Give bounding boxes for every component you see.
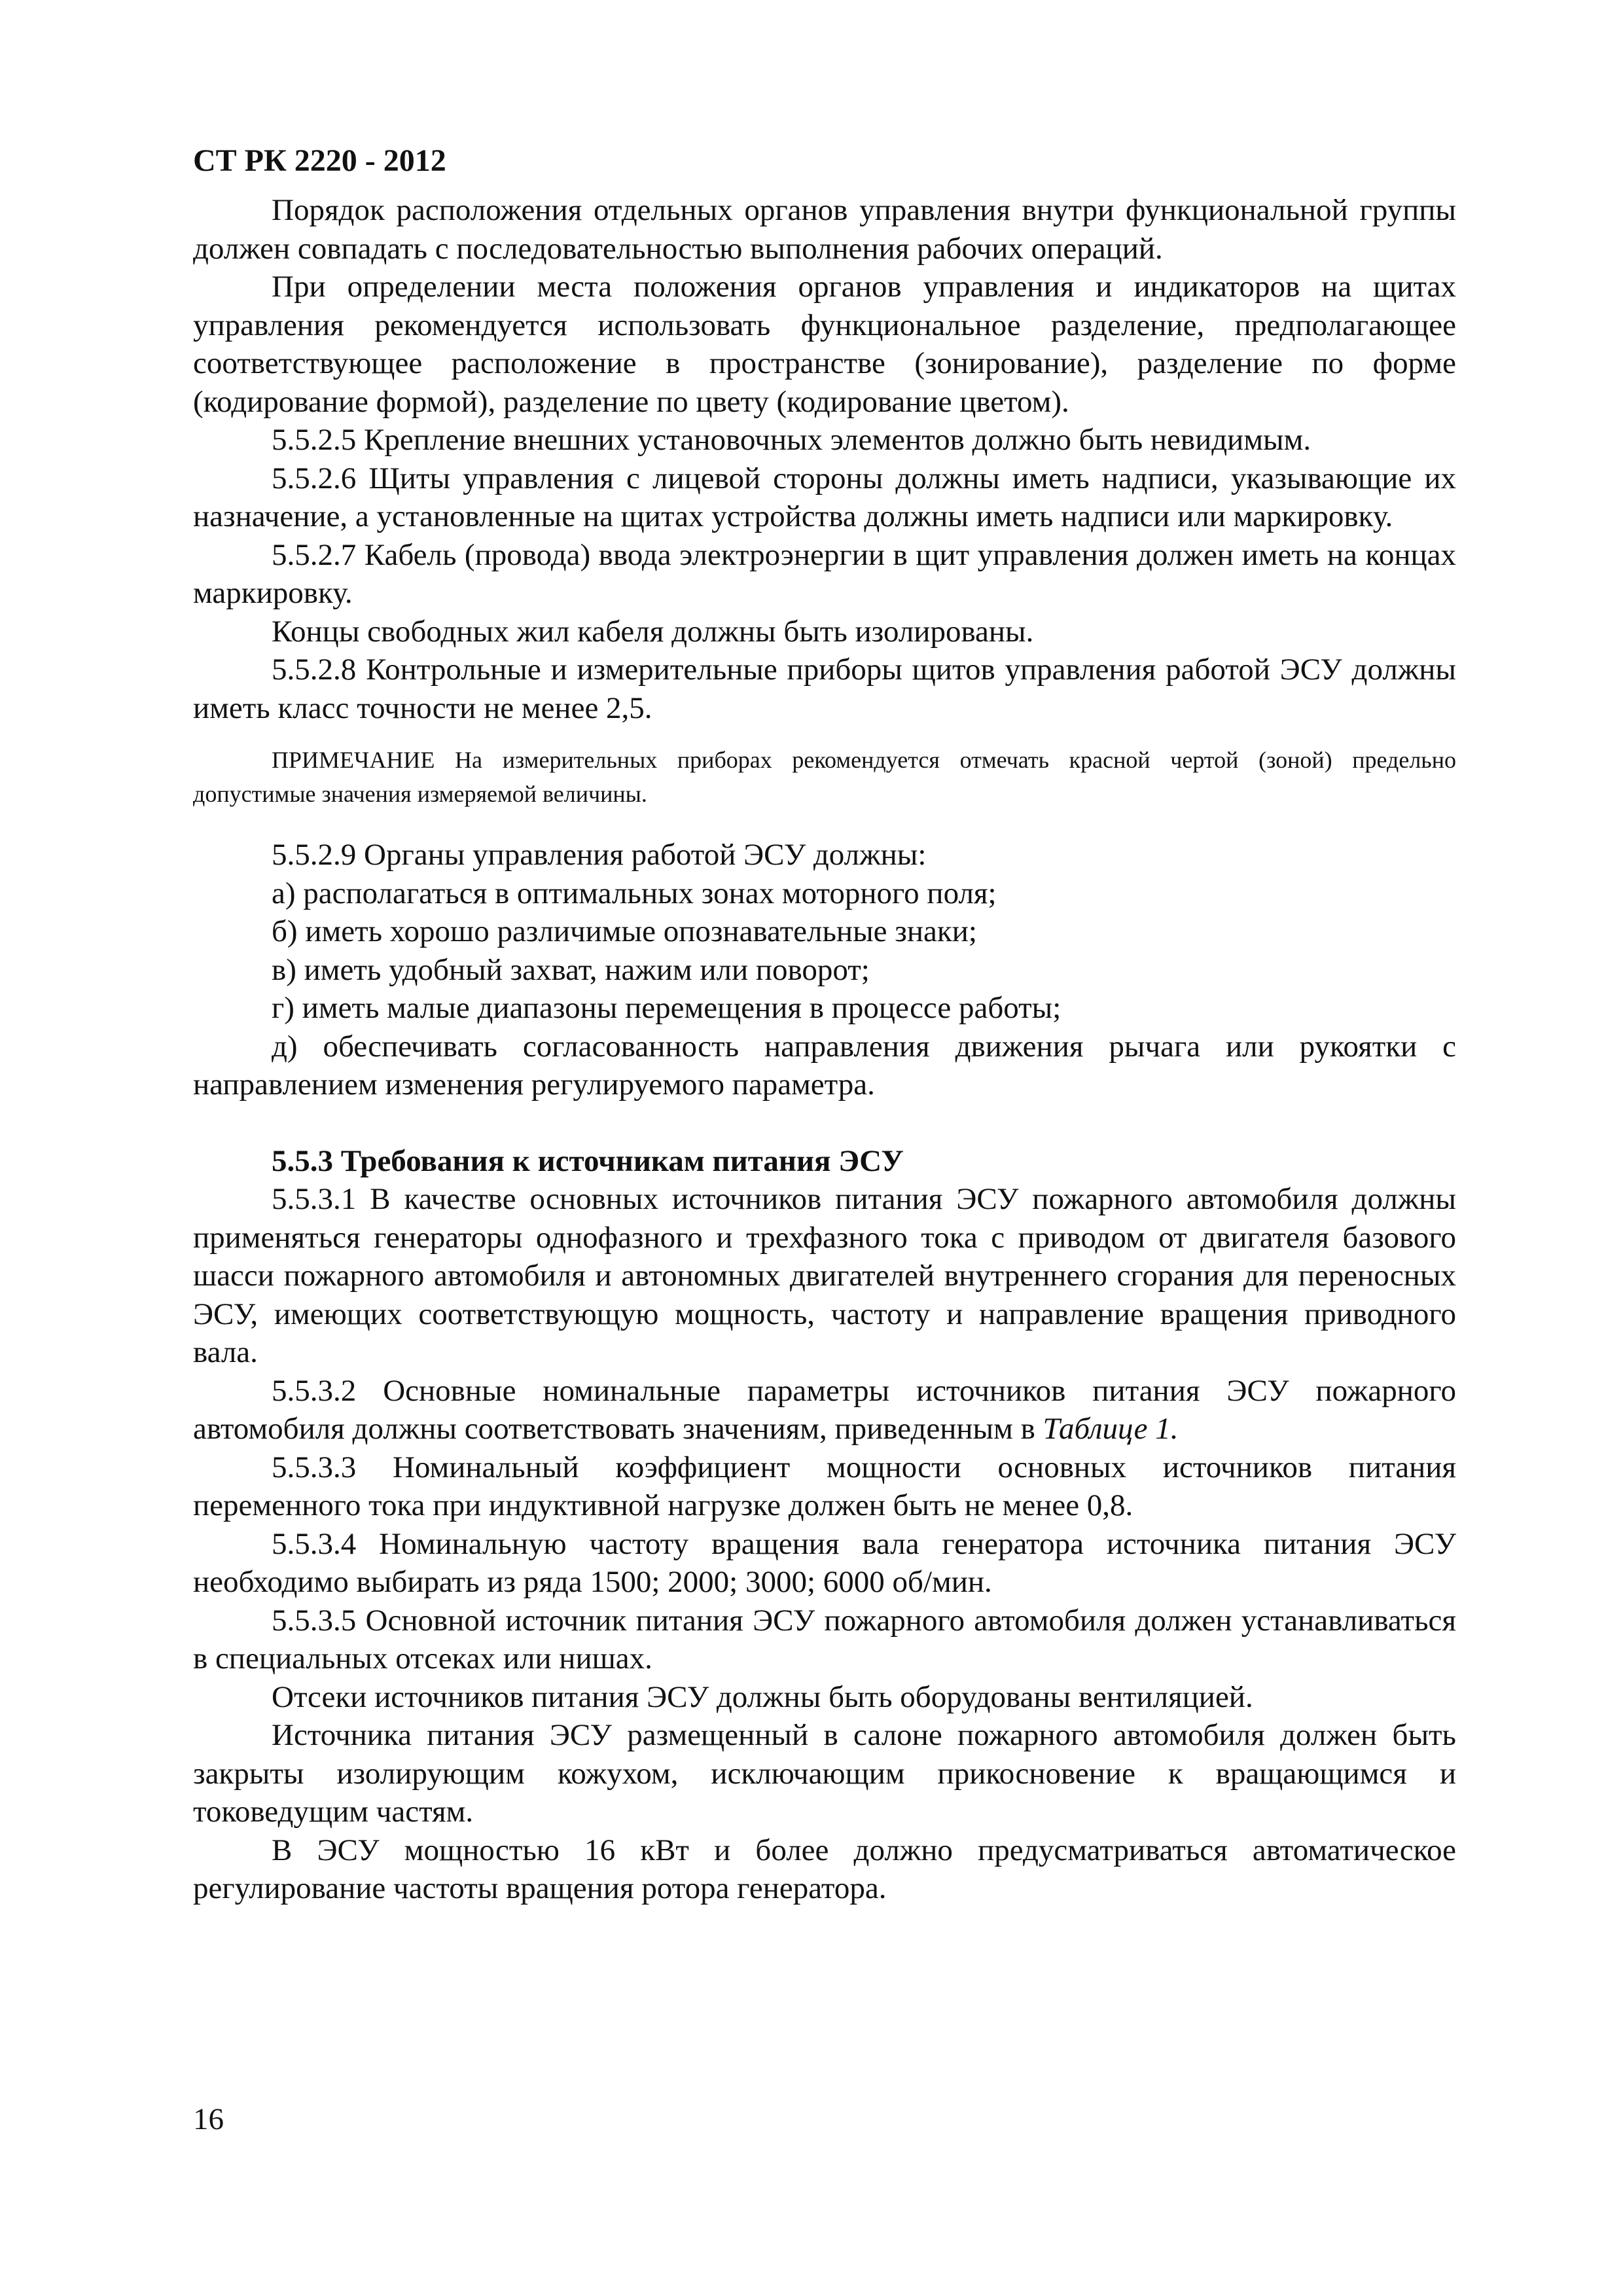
list-item: д) обеспечивать согласованность направления движения рычага или рукоятки с направлением изменения регулируемого параметра. xyxy=(193,1029,1456,1102)
note-paragraph: ПРИМЕЧАНИЕ На измерительных приборах рекомендуется отмечать красной чертой (зоной) предельно допустимые значения измеряемой величины. xyxy=(193,747,1456,807)
paragraph-text: 5.5.3.2 Основные номинальные параметры источников питания ЭСУ пожарного автомобиля должны соответствовать значениям, приведенным в xyxy=(193,1373,1456,1446)
list-item: в) иметь удобный захват, нажим или поворот; xyxy=(272,952,870,987)
paragraph: Порядок расположения отдельных органов управления внутри функциональной группы должен совпадать с последовательностью выполнения рабочих операций. xyxy=(193,193,1456,266)
table-reference: Таблице 1. xyxy=(1043,1412,1179,1446)
paragraph-with-table-ref xyxy=(193,1372,1456,1448)
document-body xyxy=(193,191,1456,1908)
document-id-header: СТ РК 2220 - 2012 xyxy=(193,143,446,178)
list-item: г) иметь малые диапазоны перемещения в процессе работы; xyxy=(272,991,1061,1025)
page-number: 16 xyxy=(193,2102,224,2136)
paragraph: 5.5.2.6 Щиты управления с лицевой стороны должны иметь надписи, указывающие их назначение, а установленные на щитах устройства должны иметь надписи или маркировку. xyxy=(193,461,1456,533)
paragraph: Концы свободных жил кабеля должны быть изолированы. xyxy=(272,614,1034,649)
paragraph: В ЭСУ мощностью 16 кВт и более должно предусматриваться автоматическое регулирование частоты вращения ротора генератора. xyxy=(193,1833,1456,1905)
paragraph: 5.5.3.3 Номинальный коэффициент мощности основных источников питания переменного тока при индуктивной нагрузке должен быть не менее 0,8. xyxy=(193,1450,1456,1522)
list-intro: 5.5.2.9 Органы управления работой ЭСУ должны: xyxy=(272,838,927,872)
paragraph: 5.5.2.7 Кабель (провода) ввода электроэнергии в щит управления должен иметь на концах маркировку. xyxy=(193,537,1456,610)
paragraph: Отсеки источников питания ЭСУ должны быть оборудованы вентиляцией. xyxy=(272,1679,1253,1714)
paragraph: 5.5.2.5 Крепление внешних установочных элементов должно быть невидимым. xyxy=(272,423,1311,457)
paragraph: При определении места положения органов управления и индикаторов на щитах управления рекомендуется использовать функциональное разделение, предполагающее соответствующее расположение в пространстве (зонирование), разделение по форме (кодирование формой), разделение по цвету (кодирование цветом). xyxy=(193,270,1456,419)
paragraph: 5.5.2.8 Контрольные и измерительные приборы щитов управления работой ЭСУ должны иметь класс точности не менее 2,5. xyxy=(193,653,1456,725)
list-item: б) иметь хорошо различимые опознавательные знаки; xyxy=(272,914,977,948)
paragraph: Источника питания ЭСУ размещенный в салоне пожарного автомобиля должен быть закрыты изолирующим кожухом, исключающим прикосновение к вращающимся и токоведущим частям. xyxy=(193,1718,1456,1829)
paragraph: 5.5.3.4 Номинальную частоту вращения вала генератора источника питания ЭСУ необходимо выбирать из ряда 1500; 2000; 3000; 6000 об/мин. xyxy=(193,1526,1456,1599)
section-heading: 5.5.3 Требования к источникам питания ЭСУ xyxy=(272,1143,904,1178)
list-item: а) располагаться в оптимальных зонах моторного поля; xyxy=(272,876,997,910)
paragraph: 5.5.3.1 В качестве основных источников питания ЭСУ пожарного автомобиля должны применяться генераторы однофазного и трехфазного тока с приводом от двигателя базового шасси пожарного автомобиля и автономных двигателей внутреннего сгорания для переносных ЭСУ, имеющих соответствующую мощность, частоту и направление вращения приводного вала. xyxy=(193,1182,1456,1369)
paragraph: 5.5.3.5 Основной источник питания ЭСУ пожарного автомобиля должен устанавливаться в специальных отсеках или нишах. xyxy=(193,1603,1456,1676)
